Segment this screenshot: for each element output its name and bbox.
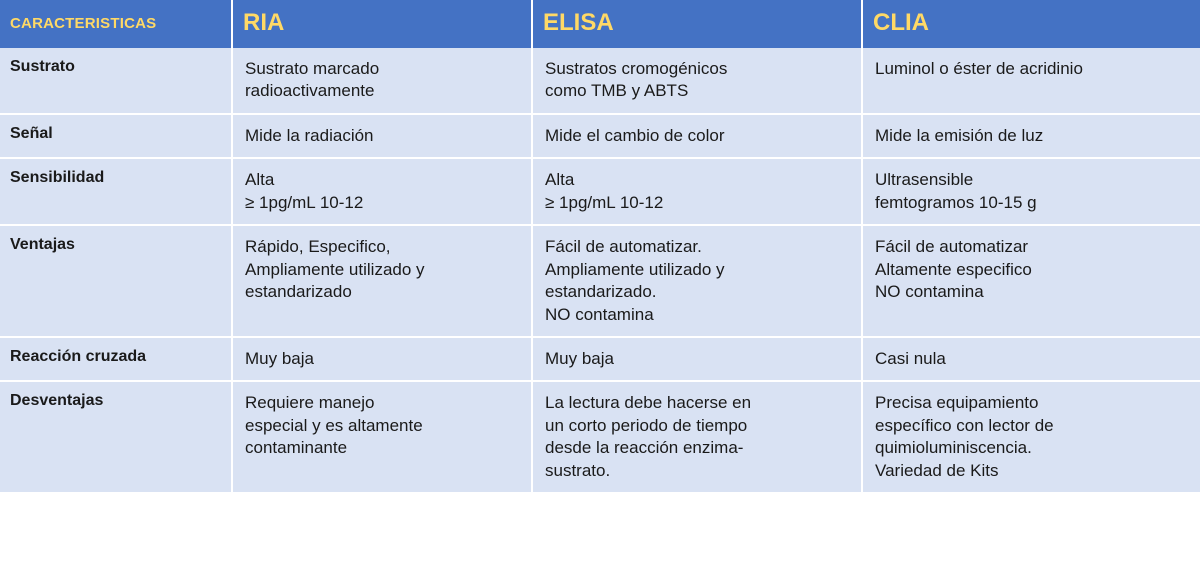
cell-ventajas-clia	[862, 225, 1200, 337]
cell-line: como TMB y ABTS	[545, 81, 689, 101]
cell-line: Altamente especifico	[875, 259, 1032, 279]
cell-line: NO contamina	[545, 304, 654, 324]
table-row	[0, 158, 1200, 225]
cell-reaccion-clia	[862, 337, 1200, 381]
cell-line: Fácil de automatizar	[875, 237, 1029, 257]
cell-sensibilidad-clia	[862, 158, 1200, 225]
cell-line: ≥ 1pg/mL 10-12	[545, 192, 664, 212]
cell-sustrato-elisa	[532, 48, 862, 114]
row-label-senal: Señal	[0, 114, 232, 158]
cell-line: estandarizado.	[545, 282, 657, 302]
row-label-ventajas: Ventajas	[0, 225, 232, 337]
cell-line: estandarizado	[245, 282, 352, 302]
cell-line: Mide el cambio de color	[545, 125, 725, 145]
cell-line: Muy baja	[545, 348, 614, 368]
cell-reaccion-ria	[232, 337, 532, 381]
table-row	[0, 225, 1200, 337]
cell-desventajas-elisa	[532, 381, 862, 492]
cell-line: Fácil de automatizar.	[545, 237, 702, 257]
cell-desventajas-ria	[232, 381, 532, 492]
cell-line: Precisa equipamiento	[875, 393, 1039, 413]
cell-desventajas-clia	[862, 381, 1200, 492]
cell-line: Mide la radiación	[245, 125, 374, 145]
cell-line: contaminante	[245, 438, 348, 458]
cell-line: especial y es altamente	[245, 415, 423, 435]
cell-line: Ampliamente utilizado y	[245, 259, 425, 279]
table-row	[0, 114, 1200, 158]
cell-sustrato-ria	[232, 48, 532, 114]
table-body	[0, 48, 1200, 492]
cell-line: ≥ 1pg/mL 10-12	[245, 192, 364, 212]
row-label-sensibilidad: Sensibilidad	[0, 158, 232, 225]
cell-line: NO contamina	[875, 282, 984, 302]
cell-line: Alta	[545, 170, 575, 190]
cell-line: Alta	[245, 170, 275, 190]
cell-line: sustrato.	[545, 460, 611, 480]
cell-line: Sustrato marcado	[245, 59, 380, 78]
cell-line: desde la reacción enzima-	[545, 438, 744, 458]
cell-line: un corto periodo de tiempo	[545, 415, 748, 435]
cell-line: Variedad de Kits	[875, 460, 999, 480]
cell-line: radioactivamente	[245, 81, 375, 101]
cell-line: Sustratos cromogénicos	[545, 59, 728, 78]
cell-line: La lectura debe hacerse en	[545, 393, 752, 413]
cell-line: Muy baja	[245, 348, 314, 368]
cell-line: específico con lector de	[875, 415, 1054, 435]
cell-line: Rápido, Especifico,	[245, 237, 391, 257]
table-row	[0, 381, 1200, 492]
cell-sensibilidad-elisa	[532, 158, 862, 225]
row-label-desventajas: Desventajas	[0, 381, 232, 492]
column-header-clia: CLIA	[862, 0, 1200, 48]
row-label-sustrato: Sustrato	[0, 48, 232, 114]
table-row	[0, 337, 1200, 381]
cell-line: Ampliamente utilizado y	[545, 259, 725, 279]
cell-line: Mide la emisión de luz	[875, 125, 1044, 145]
cell-senal-ria	[232, 114, 532, 158]
table-header-row	[0, 0, 1200, 48]
cell-senal-clia	[862, 114, 1200, 158]
cell-line: femtogramos 10-15 g	[875, 192, 1037, 212]
cell-sensibilidad-ria	[232, 158, 532, 225]
cell-line: Casi nula	[875, 348, 946, 368]
row-label-reaccion-cruzada: Reacción cruzada	[0, 337, 232, 381]
cell-line: Ultrasensible	[875, 170, 974, 190]
cell-sustrato-clia	[862, 48, 1200, 114]
cell-reaccion-elisa	[532, 337, 862, 381]
column-header-ria: RIA	[232, 0, 532, 48]
cell-line: Requiere manejo	[245, 393, 375, 413]
column-header-characteristics: CARACTERISTICAS	[0, 0, 232, 48]
cell-senal-elisa	[532, 114, 862, 158]
cell-line: quimioluminiscencia.	[875, 438, 1032, 458]
column-header-elisa: ELISA	[532, 0, 862, 48]
table-row	[0, 48, 1200, 114]
cell-ventajas-ria	[232, 225, 532, 337]
cell-line: Luminol o éster de acridinio	[875, 59, 1083, 78]
cell-ventajas-elisa	[532, 225, 862, 337]
